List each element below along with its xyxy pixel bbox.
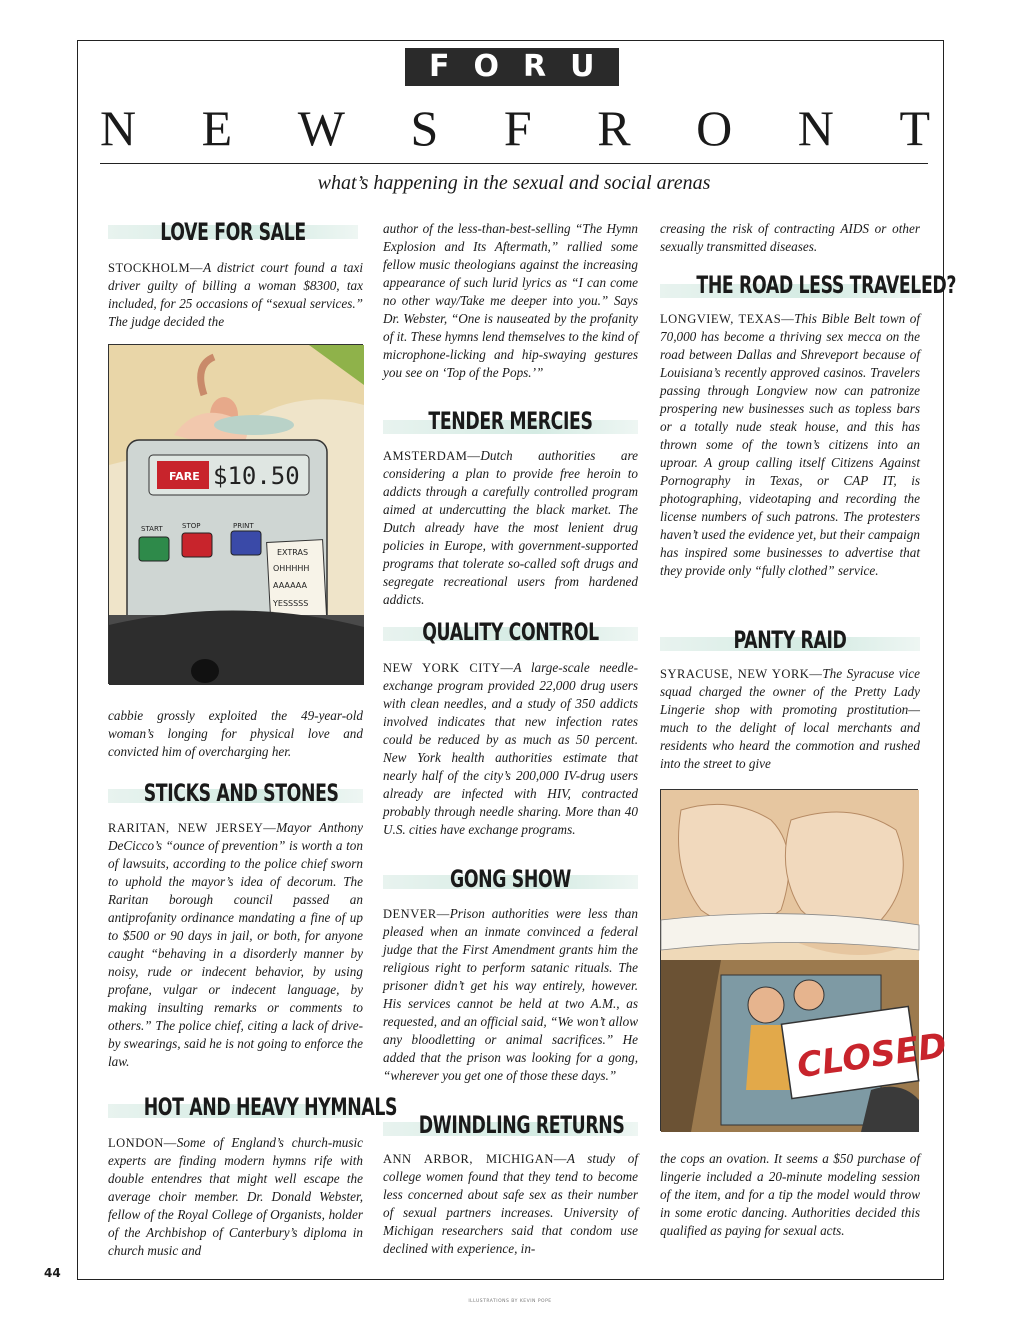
start-label: START <box>141 525 163 533</box>
article-panty-raid-part2 <box>660 1150 920 1240</box>
dateline: STOCKHOLM— <box>108 261 204 275</box>
article-hot-and-heavy-part2 <box>383 220 638 382</box>
headline-dwindling-returns: DWINDLING RETURNS <box>418 1111 625 1139</box>
closed-sign-drawing <box>661 790 950 1132</box>
page-title <box>100 98 930 158</box>
headline-sticks-and-stones: STICKS AND STONES <box>143 779 339 807</box>
article-dwindling-returns-part2 <box>660 220 920 256</box>
article-quality-control <box>383 659 638 839</box>
fare-label: FARE <box>169 470 200 483</box>
dateline: NEW YORK CITY— <box>383 661 514 675</box>
article-text: Dutch authorities are considering a plan to provide free heroin to addicts through a carefully controlled program aimed at undercutting the black market. The Dutch already have the most lenient drug policies in Europe, with government-supported programs that tolerate so-called soft drugs and segregate recreational users from hardened addicts. <box>383 448 638 607</box>
taxi-meter-drawing <box>109 345 364 685</box>
title-letter: F <box>503 100 532 156</box>
headline-panty-raid: PANTY RAID <box>733 626 847 654</box>
dateline: SYRACUSE, NEW YORK— <box>660 667 823 681</box>
closed-sign-text: CLOSED <box>794 1025 950 1087</box>
dateline: LONGVIEW, TEXAS— <box>660 312 795 326</box>
article-sticks-and-stones <box>108 819 363 1071</box>
dateline: RARITAN, NEW JERSEY— <box>108 821 277 835</box>
page-subtitle: what’s happening in the sexual and social arenas <box>317 172 711 194</box>
article-text: Mayor Anthony DeCicco’s “ounce of prevention” is worth a ton of lawsuits, according to the police chief sworn to uphold the mayor’s idea of decorum. The Raritan borough council passed an antiprofanity ordinance mandating a fine of up to $500 or 90 days in jail, or both, for anyone caught “behaving in a disorderly manner by noisy, rude or indecent behavior, by using profane, vulgar or indecent language, by making insulting remarks or comments to others.” The police chief, citing a lack of drive-by swearings, said he is not going to enforce the law. <box>108 820 363 1069</box>
article-text: creasing the risk of contracting AIDS or other sexually transmitted diseases. <box>660 221 920 254</box>
article-text: A study of college women found that they tend to become less concerned about safe sex as their number of sexual partners increases. University of Michigan researchers said that condom use declined with experience, in- <box>383 1151 638 1256</box>
extras-line: EXTRAS <box>277 548 309 557</box>
headline-quality-control: QUALITY CONTROL <box>422 618 599 646</box>
page-number: 44 <box>44 1266 61 1280</box>
article-text: The Syracuse vice squad charged the owner of the Pretty Lady Lingerie shop with promoting prostitution—much to the delight of local merchants and residents who heard the commotion and rushed into the street to give <box>660 666 920 771</box>
title-letter: S <box>410 100 439 156</box>
article-panty-raid-part1 <box>660 665 920 773</box>
article-text: author of the less-than-best-selling “The Hymn Explosion and Its Aftermath,” rallied some fellow music theologians against the increasing appearance of such lurid lyrics as “I can come no other way/Take me deeper into you.” Says Dr. Webster, “One is nauseated by the profanity of it. These hymns lend themselves to the kind of microphone-licking and hip-swaying gestures you see on ‘Top of the Pops.’” <box>383 221 638 380</box>
extras-line: AAAAAA <box>273 581 307 590</box>
headline-tender-mercies: TENDER MERCIES <box>428 407 593 435</box>
extras-line: YESSSSS <box>273 599 309 608</box>
dateline: AMSTERDAM— <box>383 449 481 463</box>
title-letter: N <box>797 100 834 156</box>
article-gong-show <box>383 905 638 1085</box>
title-letter: T <box>899 100 930 156</box>
print-label: PRINT <box>233 522 254 530</box>
article-love-for-sale-part2 <box>108 707 363 761</box>
headline-love-for-sale: LOVE FOR SALE <box>160 218 306 246</box>
dateline: LONDON— <box>108 1136 177 1150</box>
title-letter: R <box>597 100 631 156</box>
article-dwindling-returns-part1 <box>383 1150 638 1258</box>
article-text: Prison authorities were less than pleased when an inmate convinced a federal judge that the First Amendment grants him the religious right to perform satanic rituals. The prisoner didn’t get his way entirely, however. His services cannot be held at two A.M., as requested, and an official said, “We won’t allow any bloodletting or animal sacrifices.” He added that the prison was looking for a gong, “wherever you get one of those these days.” <box>383 906 638 1083</box>
article-text: This Bible Belt town of 70,000 has become a thriving sex mecca on the road between Dallas and Shreveport because of Louisiana’s recently approved casinos. Travelers passing through Longview now can patronize prospering new businesses such as topless bars or a totally nude steak house, and this has thrown some of the town’s citizens into an uproar. A group calling itself Citizens Against Pornography in Texas, or CAP IT, is photographing, videotaping and recording the license numbers of such patrons. The protesters haven’t used the evidence yet, but their campaign has inspired some businesses to advertise that they provide only “fully clothed” service. <box>660 311 920 578</box>
article-text: the cops an ovation. It seems a $50 purchase of lingerie included a 20-minute modeling session of the item, and for a tip the model would throw in some erotic dancing. Authorities decided this qualified as paying for sexual acts. <box>660 1151 920 1238</box>
title-letter: E <box>201 100 233 156</box>
fare-amount: $10.50 <box>213 462 300 490</box>
article-love-for-sale-part1 <box>108 259 363 331</box>
article-text: A district court found a taxi driver guilty of billing a woman $8300, tax included, for 25 occasions of “sexual services.” The judge decided the <box>108 260 363 329</box>
article-hot-and-heavy-part1 <box>108 1134 363 1260</box>
dateline: DENVER— <box>383 907 450 921</box>
article-tender-mercies <box>383 447 638 609</box>
headline-gong-show: GONG SHOW <box>450 865 571 893</box>
article-text: cabbie grossly exploited the 49-year-old woman’s longing for physical love and convicted him of overcharging her. <box>108 708 363 759</box>
taxi-meter-illustration <box>108 344 363 684</box>
dateline: ANN ARBOR, MICHIGAN— <box>383 1152 567 1166</box>
headline-road-less-traveled: THE ROAD LESS TRAVELED? <box>696 271 957 299</box>
article-text: A large-scale needle-exchange program provided 22,000 drug users with clean needles, and a study of 350 addicts involved indicates that new infection rates could be reduced by as much as 50 percent. New York health authorities estimate that nearly half of the city’s 200,000 IV-drug users already are infected with HIV, contracted probably through needle sharing. More than 40 U.S. cities have exchange programs. <box>383 660 638 837</box>
title-letter: N <box>100 100 137 156</box>
extras-line: OHHHHH <box>273 564 310 573</box>
title-letter: W <box>297 100 345 156</box>
title-rule <box>100 163 928 164</box>
article-text: Some of England’s church-music experts are finding modern hymns rife with double entendres that might well escape the average choir member. Dr. Donald Webster, fellow of the Royal College of Organists, holder of the Archbishop of Canterbury’s diploma in church music and <box>108 1135 363 1258</box>
closed-sign-illustration <box>660 789 950 1131</box>
section-label: FORUM <box>405 48 619 86</box>
illustration-credit: ILLUSTRATIONS BY KEVIN POPE <box>468 1299 552 1304</box>
title-letter: O <box>696 100 733 156</box>
article-road-less-traveled <box>660 310 920 580</box>
headline-hot-and-heavy-hymnals: HOT AND HEAVY HYMNALS <box>143 1093 398 1121</box>
stop-label: STOP <box>182 522 201 530</box>
